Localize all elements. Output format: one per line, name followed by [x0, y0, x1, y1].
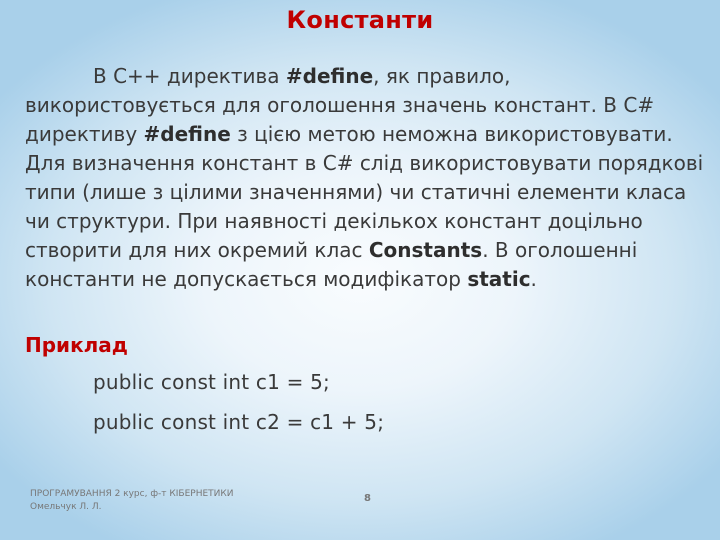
page-number: 8 [364, 493, 371, 504]
slide-title: Константи [286, 6, 434, 34]
paragraph-text-3: з цією метою неможна використовувати. Для визначення констант в C# слід використовувати порядкові типи (лише з цілими значеннями) чи статичні елементи класа чи структури. При наявності декількох констант доцільно створити для них окремий клас [25, 122, 704, 262]
paragraph-text-5: . [530, 267, 537, 291]
keyword-define-1: #define [285, 64, 374, 88]
code-line-1: public const int c1 = 5; [93, 370, 330, 394]
footer [30, 488, 234, 514]
body-paragraph [25, 62, 705, 294]
keyword-define-2: #define [143, 122, 231, 146]
footer-author: Омельчук Л. Л. [30, 502, 102, 512]
footer-course: ПРОГРАМУВАННЯ 2 курс, ф-т КІБЕРНЕТИКИ [30, 489, 234, 499]
keyword-constants: Constants [368, 238, 483, 262]
paragraph-text-2: , як правило, використовується для оголошення значень констант. В C# директиву [25, 64, 655, 146]
example-label: Приклад [25, 333, 128, 357]
paragraph-text-4: . В оголошенні константи не допускається модифікатор [25, 238, 638, 291]
paragraph-text-1: В С++ директива [93, 64, 286, 88]
code-line-2: public const int c2 = c1 + 5; [93, 410, 385, 434]
keyword-static: static [467, 267, 531, 291]
